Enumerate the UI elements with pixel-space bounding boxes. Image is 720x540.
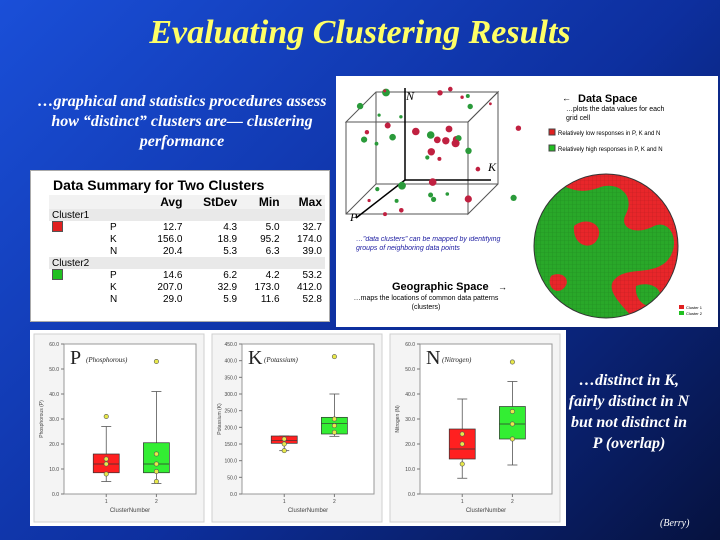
data-cluster-note: …”data clusters” can be mapped by identifying groups of neighboring data points	[356, 236, 501, 252]
data-point	[427, 131, 435, 139]
data-cube	[346, 92, 498, 214]
col-max: Max	[283, 195, 325, 209]
y-tick-label: 100.0	[224, 458, 237, 465]
summary-title: Data Summary for Two Clusters	[53, 177, 265, 193]
data-point	[382, 89, 390, 97]
var-label: K	[110, 281, 117, 293]
y-tick-label: 200.0	[224, 425, 237, 432]
data-point	[154, 462, 158, 466]
data-point	[399, 115, 402, 118]
y-tick-label: 40.0	[49, 392, 59, 398]
cluster2-header	[49, 257, 325, 269]
cell: 5.9	[223, 293, 238, 305]
data-point	[429, 178, 437, 186]
data-point	[332, 417, 336, 421]
data-point	[357, 103, 363, 109]
data-point	[446, 126, 453, 133]
data-point	[476, 167, 481, 172]
cell: 173.0	[254, 281, 280, 293]
cell: 5.0	[265, 221, 280, 233]
data-summary-panel	[30, 170, 330, 322]
data-point	[425, 155, 429, 159]
data-point	[516, 126, 521, 131]
geo-legend-1-swatch	[679, 305, 684, 309]
data-point	[375, 142, 379, 146]
y-tick-label: 0.0	[52, 492, 59, 498]
data-point	[154, 469, 158, 473]
data-point	[361, 137, 367, 143]
data-point	[412, 128, 420, 136]
data-point	[446, 192, 450, 196]
svg-text:←: ←	[562, 93, 571, 103]
conclusion-text: …distinct in K, fairly distinct in N but not distinct in P (overlap)	[568, 372, 690, 452]
axis-p	[356, 180, 405, 218]
slide-title: Evaluating Clustering Results	[149, 14, 571, 51]
y-tick-label: 400.0	[224, 358, 237, 365]
legend-high-label: Relatively high responses in P, K and N	[558, 147, 663, 153]
boxplot-letter: K	[248, 347, 263, 369]
data-space-panel	[336, 76, 718, 327]
cell: 4.2	[265, 269, 280, 281]
data-point	[332, 430, 336, 434]
data-point	[437, 157, 441, 161]
legend-low-swatch	[549, 129, 555, 135]
data-point	[460, 432, 464, 436]
data-point	[465, 195, 472, 202]
data-point	[489, 102, 492, 105]
data-point	[442, 137, 449, 144]
plot-area	[64, 344, 196, 494]
y-tick-label: 300.0	[224, 392, 237, 398]
boxplot-k	[212, 334, 382, 522]
data-point	[104, 472, 108, 476]
data-point	[104, 462, 108, 466]
data-point	[460, 442, 464, 446]
data-point	[465, 148, 471, 154]
y-tick-label: 30.0	[405, 417, 415, 423]
table-row	[49, 245, 325, 257]
cell: 207.0	[157, 281, 183, 293]
data-point	[468, 104, 473, 109]
data-point	[460, 96, 463, 99]
geographic-cluster-map	[526, 166, 686, 326]
table-row	[49, 281, 325, 293]
y-axis-label: Nitrogen (N)	[395, 405, 401, 433]
cell: 20.4	[162, 245, 183, 257]
y-tick-label: 150.0	[224, 442, 237, 448]
cell: 52.8	[302, 293, 322, 305]
cell: 29.0	[162, 293, 183, 305]
data-point	[282, 448, 286, 452]
table-row	[49, 221, 325, 233]
data-point-cloud	[357, 87, 521, 216]
svg-text:→: →	[498, 282, 507, 292]
boxplot-label: (Phosphorous)	[86, 356, 128, 364]
y-tick-label: 50.0	[405, 367, 415, 373]
y-tick-label: 50.0	[227, 475, 237, 482]
data-point	[466, 94, 470, 98]
y-tick-label: 30.0	[49, 417, 59, 423]
boxplot-n	[390, 334, 560, 522]
data-point	[399, 208, 404, 213]
legend-low-label: Relatively low responses in P, K and N	[558, 131, 661, 137]
cell: 32.7	[302, 221, 322, 233]
col-stdev: StDev	[185, 195, 240, 209]
axis-p-label: P	[350, 210, 358, 224]
geographic-space-caption: …maps the locations of common data patterns (clusters)	[353, 295, 499, 311]
table-row	[49, 269, 325, 281]
data-point	[385, 123, 391, 129]
cell: 12.7	[162, 221, 183, 233]
y-axis-label: Potassium (K)	[217, 403, 223, 435]
x-tick-label: 2	[155, 499, 158, 505]
y-tick-label: 50.0	[49, 367, 59, 373]
data-point	[431, 197, 436, 202]
boxplots-chart	[30, 330, 566, 526]
data-point	[511, 195, 517, 201]
data-point	[428, 193, 433, 198]
cell: 156.0	[157, 233, 183, 245]
data-point	[437, 90, 442, 95]
data-point	[452, 139, 460, 147]
y-tick-label: 0.0	[408, 492, 415, 498]
cell: 39.0	[302, 245, 322, 257]
boxplots-panel	[30, 330, 566, 526]
boxplot-p	[34, 334, 204, 522]
table-row	[49, 233, 325, 245]
var-label: K	[110, 233, 117, 245]
data-point	[510, 437, 514, 441]
summary-header-row	[49, 195, 325, 209]
outlier-point	[154, 359, 158, 363]
geo-legend-2-label: Cluster 2	[686, 311, 703, 316]
data-point	[282, 437, 286, 441]
data-point	[375, 187, 379, 191]
cell: 5.3	[223, 245, 238, 257]
cell: 6.3	[265, 245, 280, 257]
cell: 53.2	[302, 269, 322, 281]
cell: 11.6	[260, 293, 280, 305]
boxplot-label: (Potassium)	[264, 356, 298, 364]
data-point	[428, 148, 435, 155]
data-point	[398, 182, 406, 190]
data-space-subtitle: …plots the data values for each grid cell	[566, 106, 665, 122]
y-tick-label: 20.0	[49, 442, 59, 448]
cell: 32.9	[217, 281, 238, 293]
y-tick-label: 250.0	[224, 408, 237, 415]
legend-high-swatch	[549, 145, 555, 151]
data-point	[460, 462, 464, 466]
data-point	[383, 89, 386, 92]
cell: 174.0	[296, 233, 322, 245]
x-tick-label: 1	[460, 499, 464, 505]
col-avg: Avg	[143, 195, 185, 209]
x-tick-label: 1	[104, 499, 108, 505]
y-tick-label: 450.0	[224, 342, 237, 348]
data-point	[154, 479, 158, 483]
y-tick-label: 350.0	[224, 375, 237, 382]
boxplot-label: (Nitrogen)	[442, 356, 472, 364]
data-point	[365, 130, 369, 134]
cluster1-name: Cluster1	[49, 209, 107, 221]
data-point	[282, 442, 286, 446]
boxplot-letter: N	[426, 347, 441, 369]
table-row	[49, 293, 325, 305]
cell: 412.0	[296, 281, 322, 293]
box	[143, 443, 169, 473]
data-point	[434, 137, 441, 144]
y-tick-label: 60.0	[49, 342, 59, 348]
x-tick-label: 1	[282, 499, 286, 505]
x-axis-label: ClusterNumber	[287, 508, 329, 514]
outlier-point	[510, 360, 514, 364]
cell: 95.2	[260, 233, 280, 245]
cell: 18.9	[217, 233, 238, 245]
var-label: P	[110, 221, 117, 233]
var-label: N	[110, 293, 118, 305]
var-label: N	[110, 245, 118, 257]
data-space-title: Data Space	[578, 93, 638, 105]
x-axis-label: ClusterNumber	[109, 508, 151, 514]
var-label: P	[110, 269, 117, 281]
cluster1-swatch	[52, 221, 63, 232]
geo-legend-1-label: Cluster 1	[686, 305, 703, 310]
intro-text: …graphical and statistics procedures assess how “distinct” clusters are— clustering performance	[37, 93, 327, 150]
data-point	[389, 134, 396, 141]
y-tick-label: 10.0	[49, 467, 59, 473]
data-point	[510, 422, 514, 426]
cluster1-header	[49, 209, 325, 221]
data-point	[368, 199, 371, 202]
outlier-point	[332, 354, 336, 358]
x-tick-label: 2	[333, 499, 336, 505]
y-tick-label: 60.0	[405, 342, 415, 348]
data-point	[104, 457, 108, 461]
geographic-space-title: Geographic Space	[392, 281, 489, 293]
data-point	[448, 87, 453, 92]
col-min: Min	[240, 195, 282, 209]
y-tick-label: 0.0	[230, 492, 237, 498]
data-point	[395, 199, 399, 203]
cell: 4.3	[223, 221, 238, 233]
cell: 14.6	[162, 269, 183, 281]
data-point	[332, 423, 336, 427]
axis-n-label: N	[406, 89, 415, 103]
y-tick-label: 40.0	[405, 392, 415, 398]
cluster2-swatch	[52, 269, 63, 280]
x-axis-label: ClusterNumber	[465, 508, 507, 514]
cluster2-name: Cluster2	[49, 257, 107, 269]
y-axis-label: Phosphorous (P)	[39, 400, 45, 438]
data-space-figure	[336, 76, 718, 327]
outlier-point	[104, 414, 108, 418]
geo-legend-2-swatch	[679, 311, 684, 315]
credit-text: (Berry)	[660, 518, 690, 529]
data-point	[378, 114, 381, 117]
boxplot-letter: P	[70, 347, 82, 369]
x-tick-label: 2	[511, 499, 514, 505]
y-tick-label: 10.0	[405, 467, 415, 473]
data-point	[154, 452, 158, 456]
y-tick-label: 20.0	[405, 442, 415, 448]
axis-k-label: K	[488, 160, 497, 174]
data-point	[510, 409, 514, 413]
data-point	[383, 212, 387, 216]
summary-table	[49, 195, 325, 305]
cell: 6.2	[223, 269, 238, 281]
